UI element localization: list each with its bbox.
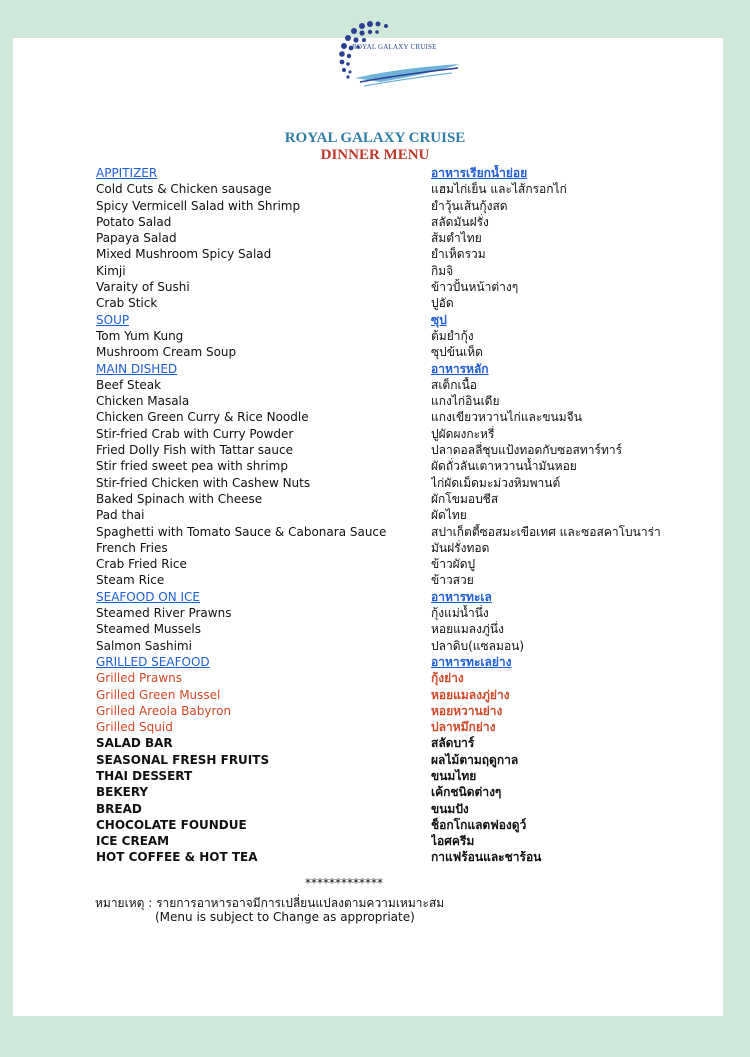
menu-item-english: Kimji — [96, 263, 126, 278]
menu-item-english: THAI DESSERT — [96, 768, 193, 783]
menu-item-thai: ขนมปัง — [431, 801, 469, 816]
menu-item-english: BEKERY — [96, 785, 149, 800]
menu-item-thai: อาหารทะเลย่าง — [431, 654, 512, 669]
menu-item-thai: หอยหวานย่าง — [431, 703, 503, 718]
note-thai: หมายเหตุ : รายการอาหารอาจมีการเปลี่ยนแปลงตามความเหมาะสม — [95, 896, 445, 910]
menu-item — [96, 393, 696, 409]
menu-item-english: Spicy Vermicell Salad with Shrimp — [96, 198, 301, 213]
menu-item-english: Stir-fried Crab with Curry Powder — [96, 426, 294, 441]
menu-item-thai: ผักโขมอบชีส — [431, 491, 499, 506]
menu-item — [96, 801, 696, 817]
menu-item — [96, 621, 696, 637]
menu-item — [96, 703, 696, 719]
logo-text: ROYAL GALAXY CRUISE — [352, 43, 437, 51]
menu-item-thai: ต้มยำกุ้ง — [431, 328, 474, 343]
menu-item — [96, 507, 696, 523]
menu-item-english: Baked Spinach with Cheese — [96, 491, 263, 506]
menu-section-heading — [96, 312, 696, 328]
menu-item — [96, 638, 696, 654]
menu-item-english: GRILLED SEAFOOD — [96, 654, 210, 669]
menu-item-english: Tom Yum Kung — [96, 328, 184, 343]
menu-item-english: Stir fried sweet pea with shrimp — [96, 459, 288, 474]
menu-item-thai: ปลาดอลลี่ชุบแป้งทอดกับซอสทาร์ทาร์ — [431, 443, 623, 458]
menu-item-english: Beef Steak — [96, 377, 162, 392]
menu-item-thai: ปูอัด — [431, 296, 454, 311]
menu-item — [96, 458, 696, 474]
menu-item — [96, 475, 696, 491]
menu-section-heading — [96, 165, 696, 181]
menu-item-english: SOUP — [96, 312, 130, 327]
menu-item-english: Mushroom Cream Soup — [96, 345, 237, 360]
menu-item-english: Steamed Mussels — [96, 622, 201, 637]
menu-item-thai: ผัดถั่วลันเตาหวานน้ำมันหอย — [431, 459, 577, 474]
menu-item-thai: ส้มตำไทย — [431, 231, 482, 246]
menu-item — [96, 849, 696, 865]
menu-item — [96, 768, 696, 784]
menu-item-english: ICE CREAM — [96, 834, 170, 849]
menu-item-english: Steam Rice — [96, 573, 165, 588]
menu-item-thai: ปลาหมึกย่าง — [431, 720, 496, 735]
menu-item — [96, 605, 696, 621]
menu-item — [96, 230, 696, 246]
menu-item — [96, 198, 696, 214]
menu-item-thai: กุ้งแม่น้ำนึ่ง — [431, 606, 489, 621]
menu-item-english: SALAD BAR — [96, 736, 173, 751]
menu-item-english: Chicken Green Curry & Rice Noodle — [96, 410, 309, 425]
menu-item — [96, 752, 696, 768]
menu-item-thai: ปลาดิบ(แซลมอน) — [431, 638, 525, 653]
menu-section-heading — [96, 589, 696, 605]
menu-item-thai: แฮมไก่เย็น และไส้กรอกไก่ — [431, 182, 567, 197]
menu-item-thai: ข้าวผัดปู — [431, 557, 476, 572]
separator: ************* — [305, 876, 383, 890]
menu-item — [96, 491, 696, 507]
menu-item — [96, 295, 696, 311]
menu-item — [96, 687, 696, 703]
menu-section-heading — [96, 654, 696, 670]
menu-item-thai: แกงไก่อินเดีย — [431, 394, 500, 409]
menu-item — [96, 328, 696, 344]
menu-item-english: Steamed River Prawns — [96, 606, 232, 621]
menu-item — [96, 817, 696, 833]
menu-item-english: SEASONAL FRESH FRUITS — [96, 752, 270, 767]
menu-item — [96, 572, 696, 588]
menu-item-english: MAIN DISHED — [96, 361, 178, 376]
royal-galaxy-cruise-logo — [320, 16, 470, 96]
menu-item-english: Salmon Sashimi — [96, 638, 192, 653]
menu-item-thai: มันฝรั่งทอด — [431, 540, 490, 555]
menu-title: DINNER MENU — [320, 147, 430, 163]
menu-list — [96, 165, 696, 866]
menu-item-thai: หอยแมลงภู่ย่าง — [431, 687, 510, 702]
menu-item-english: SEAFOOD ON ICE — [96, 589, 200, 604]
menu-item-english: HOT COFFEE & HOT TEA — [96, 850, 258, 865]
menu-item-thai: หอยแมลงภู่นึ่ง — [431, 622, 504, 637]
menu-item-english: Grilled Areola Babyron — [96, 703, 232, 718]
menu-item-thai: ยำวุ้นเส้นกุ้งสด — [431, 198, 508, 213]
menu-item-thai: อาหารทะเล — [431, 589, 492, 604]
menu-item-english: Chicken Masala — [96, 394, 190, 409]
menu-item-thai: ช็อกโกแลตฟองดูว์ — [431, 817, 527, 832]
menu-item — [96, 344, 696, 360]
menu-item-thai: สลัดมันฝรั่ง — [431, 214, 489, 229]
menu-item — [96, 214, 696, 230]
menu-item-thai: ปูผัดผงกะหรี่ — [431, 426, 495, 441]
menu-item-thai: กิมจิ — [431, 263, 454, 278]
menu-item-thai: ขนมไทย — [431, 768, 477, 783]
menu-item-english: Fried Dolly Fish with Tattar sauce — [96, 443, 293, 458]
note-english: (Menu is subject to Change as appropriate) — [155, 910, 415, 924]
menu-item-thai: กาแฟร้อนและชาร้อน — [431, 850, 542, 865]
menu-item-thai: กุ้งย่าง — [431, 671, 464, 686]
menu-item-english: Cold Cuts & Chicken sausage — [96, 182, 272, 197]
menu-item — [96, 556, 696, 572]
menu-item-english: Grilled Squid — [96, 720, 173, 735]
menu-item-thai: ไก่ผัดเม็ดมะม่วงหิมพานต์ — [431, 475, 561, 490]
menu-item — [96, 442, 696, 458]
menu-item — [96, 719, 696, 735]
menu-item-english: Crab Fried Rice — [96, 557, 187, 572]
menu-item — [96, 735, 696, 751]
menu-item-english: Potato Salad — [96, 214, 172, 229]
menu-item — [96, 263, 696, 279]
menu-item — [96, 670, 696, 686]
menu-item-thai: แกงเขียวหวานไก่และขนมจีน — [431, 410, 582, 425]
menu-item — [96, 377, 696, 393]
menu-item — [96, 279, 696, 295]
menu-item-thai: ผลไม้ตามฤดูกาล — [431, 752, 519, 767]
menu-item-english: Grilled Green Mussel — [96, 687, 221, 702]
menu-item — [96, 524, 696, 540]
menu-section-heading — [96, 361, 696, 377]
menu-item-thai: สเต็กเนื้อ — [431, 377, 477, 392]
menu-item-english: Spaghetti with Tomato Sauce & Cabonara Sauce — [96, 524, 387, 539]
menu-item — [96, 833, 696, 849]
menu-item-thai: ซุป — [431, 312, 447, 327]
menu-item-thai: อาหารเรียกน้ำย่อย — [431, 166, 528, 180]
menu-item-thai: อาหารหลัก — [431, 361, 489, 376]
menu-item-english: French Fries — [96, 540, 168, 555]
menu-item-thai: สลัดบาร์ — [431, 736, 475, 751]
menu-item-thai: สปาเก็ตตี้ซอสมะเขือเทศ และซอสคาโบนาร่า — [431, 524, 661, 539]
menu-item-english: Varaity of Sushi — [96, 280, 190, 295]
menu-item-english: APPITIZER — [96, 166, 158, 180]
menu-item-thai: ยำเห็ดรวม — [431, 247, 486, 262]
menu-item-english: CHOCOLATE FOUNDUE — [96, 817, 247, 832]
menu-item-english: Stir-fried Chicken with Cashew Nuts — [96, 475, 311, 490]
menu-item-english: Grilled Prawns — [96, 671, 183, 686]
menu-item — [96, 540, 696, 556]
menu-item-thai: เค้กชนิดต่างๆ — [431, 785, 502, 800]
menu-item-thai: ข้าวปั้นหน้าต่างๆ — [431, 280, 519, 295]
menu-item-thai: ไอศครีม — [431, 834, 475, 849]
menu-item — [96, 784, 696, 800]
menu-item-thai: ซุปข้นเห็ด — [431, 345, 483, 360]
menu-item — [96, 426, 696, 442]
menu-item-english: Papaya Salad — [96, 231, 177, 246]
menu-item-english: BREAD — [96, 801, 142, 816]
menu-item — [96, 246, 696, 262]
menu-item-thai: ผัดไทย — [431, 508, 467, 523]
menu-item-thai: ข้าวสวย — [431, 573, 474, 588]
brand-name: ROYAL GALAXY CRUISE — [284, 130, 466, 146]
menu-item-english: Mixed Mushroom Spicy Salad — [96, 247, 272, 262]
menu-item-english: Pad thai — [96, 508, 145, 523]
menu-item-english: Crab Stick — [96, 296, 158, 311]
menu-item — [96, 409, 696, 425]
menu-item — [96, 181, 696, 197]
